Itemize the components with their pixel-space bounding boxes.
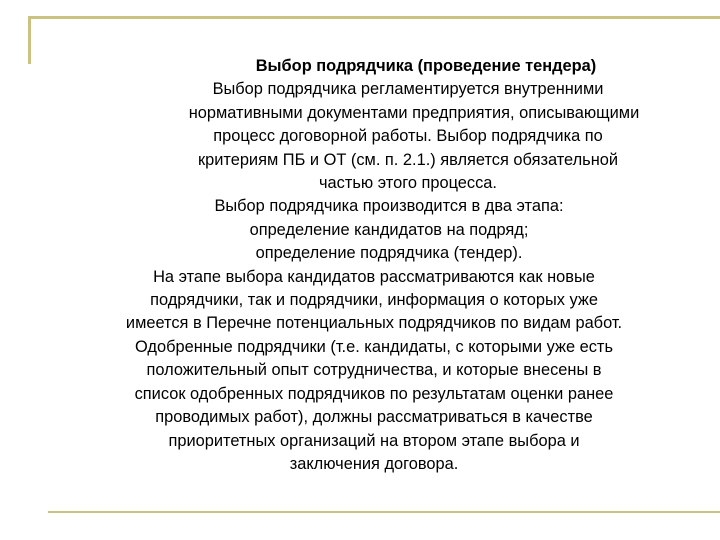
body-line: процесс договорной работы. Выбор подрядчика по xyxy=(213,127,603,146)
body-line: частью этого процесса. xyxy=(319,174,497,193)
body-line: определение кандидатов на подряд; xyxy=(249,220,529,239)
body-line: список одобренных подрядчиков по результатам оценки ранее xyxy=(134,384,614,403)
body-line: Выбор подрядчика регламентируется внутренними xyxy=(212,80,604,99)
body-line: На этапе выбора кандидатов рассматриваются как новые xyxy=(153,267,595,286)
body-line: Одобренные подрядчики (т.е. кандидаты, с которыми уже есть xyxy=(135,337,613,356)
body-line: нормативными документами предприятия, описывающими xyxy=(188,103,640,122)
bottom-decorative-rule xyxy=(48,511,720,513)
slide-title: Выбор подрядчика (проведение тендера) xyxy=(255,57,597,75)
body-line: Выбор подрядчика производится в два этапа: xyxy=(214,197,564,216)
body-line: проводимых работ), должны рассматриваться в качестве xyxy=(155,408,593,427)
body-line: заключения договора. xyxy=(289,454,459,473)
body-line: определение подрядчика (тендер). xyxy=(255,244,523,263)
body-line: имеется в Перечне потенциальных подрядчиков по видам работ. xyxy=(125,314,623,333)
slide-content xyxy=(36,55,712,476)
body-line: критериям ПБ и ОТ (см. п. 2.1.) является обязательной xyxy=(197,150,619,169)
top-decorative-rule xyxy=(28,16,720,19)
left-decorative-rule xyxy=(28,16,31,64)
body-line: приоритетных организаций на втором этапе выбора и xyxy=(168,431,580,450)
body-line: положительный опыт сотрудничества, и которые внесены в xyxy=(146,361,602,380)
body-line: подрядчики, так и подрядчики, информация о которых уже xyxy=(150,291,598,310)
